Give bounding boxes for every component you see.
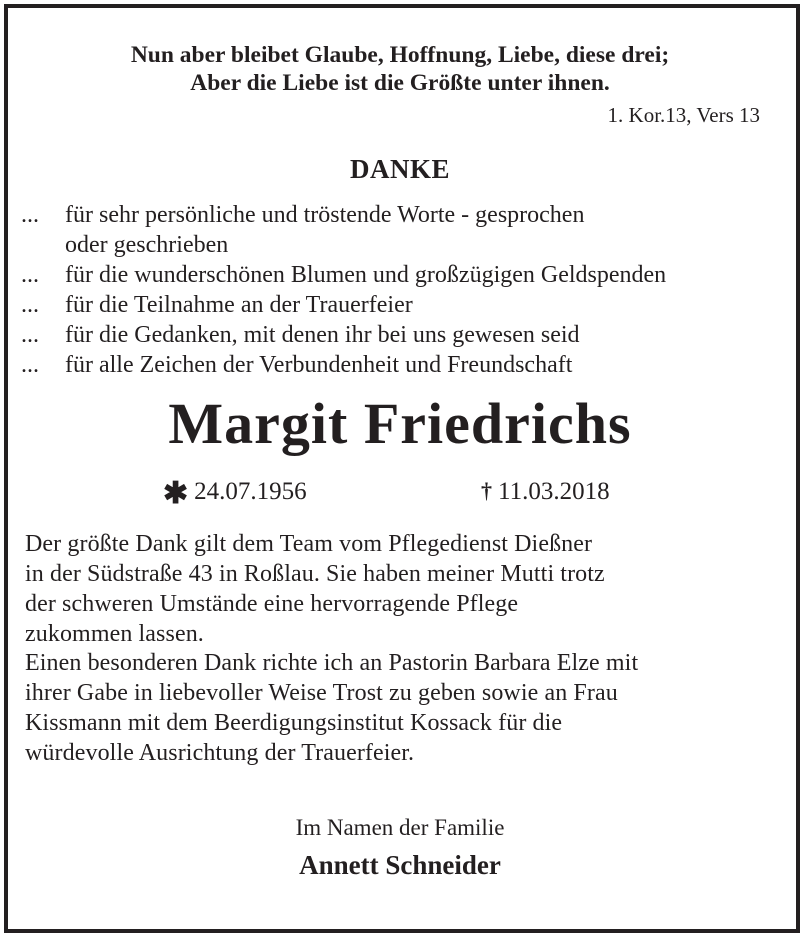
list-item-text: für alle Zeichen der Verbundenheit und Freundschaft <box>65 352 573 378</box>
thanks-list-item <box>0 292 800 322</box>
bible-reference: 1. Kor.13, Vers 13 <box>607 103 760 127</box>
list-marker: ... <box>21 292 39 318</box>
list-marker: ... <box>21 262 39 288</box>
list-item-text: für die Gedanken, mit denen ihr bei uns gewesen seid <box>65 322 580 348</box>
list-item-text: für sehr persönliche und tröstende Worte - gesprochen <box>65 202 585 228</box>
bible-quote-line-2: Aber die Liebe ist die Größte unter ihnen. <box>190 70 610 96</box>
signature-intro: Im Namen der Familie <box>295 815 505 840</box>
message-line: Der größte Dank gilt dem Team vom Pflegedienst Dießner <box>25 531 593 557</box>
message-line: ihrer Gabe in liebevoller Weise Trost zu geben sowie an Frau <box>25 680 618 706</box>
list-item-text: für die wunderschönen Blumen und großzügigen Geldspenden <box>65 262 667 288</box>
thanks-list-item <box>0 322 800 352</box>
list-item-text: für die Teilnahme an der Trauerfeier <box>65 292 413 318</box>
thanks-heading: DANKE <box>349 154 450 184</box>
signature-name: Annett Schneider <box>299 850 501 880</box>
message-line: Einen besonderen Dank richte ich an Pastorin Barbara Elze mit <box>25 650 639 676</box>
deceased-name: Margit Friedrichs <box>168 391 632 456</box>
birth-star-icon: ✱ <box>163 477 189 510</box>
list-item-continuation: oder geschrieben <box>65 232 229 258</box>
death-date-group <box>481 478 610 506</box>
cross-icon: † <box>481 478 492 503</box>
message-line: Kissmann mit dem Beerdigungsinstitut Kossack für die <box>25 710 563 736</box>
bible-quote-line-1: Nun aber bleibet Glaube, Hoffnung, Liebe, diese drei; <box>130 42 670 68</box>
message-line: in der Südstraße 43 in Roßlau. Sie haben meiner Mutti trotz <box>25 561 605 587</box>
message-line: würdevolle Ausrichtung der Trauerfeier. <box>25 740 415 766</box>
death-date: 11.03.2018 <box>498 478 610 505</box>
birth-date: 24.07.1956 <box>194 478 307 505</box>
birth-date-group <box>163 478 307 509</box>
message-line: zukommen lassen. <box>25 621 204 647</box>
notice-border <box>4 4 800 933</box>
list-marker: ... <box>21 202 39 228</box>
list-marker: ... <box>21 352 39 378</box>
thanks-list-item <box>0 352 800 382</box>
thanks-list-item <box>0 202 800 232</box>
message-line: der schweren Umstände eine hervorragende Pflege <box>25 591 519 617</box>
thanks-list-item <box>0 262 800 292</box>
list-marker: ... <box>21 322 39 348</box>
